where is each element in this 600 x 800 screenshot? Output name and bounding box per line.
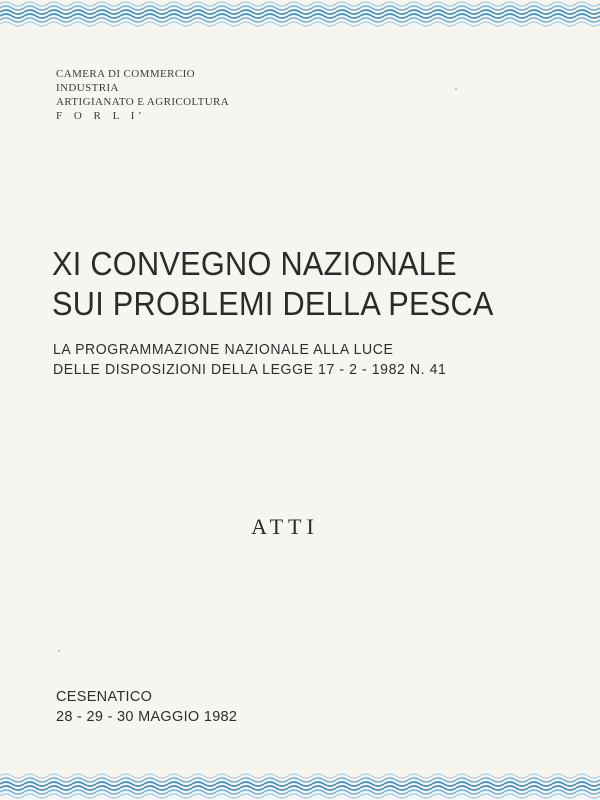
event-location: [56, 687, 237, 727]
title-line: XI CONVEGNO NAZIONALE: [52, 245, 457, 282]
event-dates: 28 - 29 - 30 MAGGIO 1982: [56, 709, 238, 725]
document-subtitle: [53, 340, 446, 380]
subtitle-line: DELLE DISPOSIZIONI DELLA LEGGE 17 - 2 - 1982 N. 41: [53, 362, 447, 378]
proceedings-label: ATTI: [251, 514, 319, 539]
subtitle-line: LA PROGRAMMAZIONE NAZIONALE ALLA LUCE: [53, 342, 394, 358]
bottom-wave-border: [0, 770, 600, 800]
wave-pattern-top: [0, 0, 600, 30]
wave-pattern-bottom: [0, 770, 600, 800]
publisher-city: F O R L I': [56, 110, 146, 122]
publisher-block: [56, 67, 229, 123]
document-title: [52, 244, 494, 324]
paper-speck: [58, 650, 60, 652]
event-city: CESENATICO: [56, 689, 153, 705]
paper-speck: [455, 88, 457, 90]
publisher-line: CAMERA DI COMMERCIO: [56, 68, 196, 80]
title-line: SUI PROBLEMI DELLA PESCA: [52, 285, 494, 322]
top-wave-border: [0, 0, 600, 30]
publisher-line: ARTIGIANATO E AGRICOLTURA: [56, 96, 230, 108]
publisher-line: INDUSTRIA: [56, 82, 119, 94]
